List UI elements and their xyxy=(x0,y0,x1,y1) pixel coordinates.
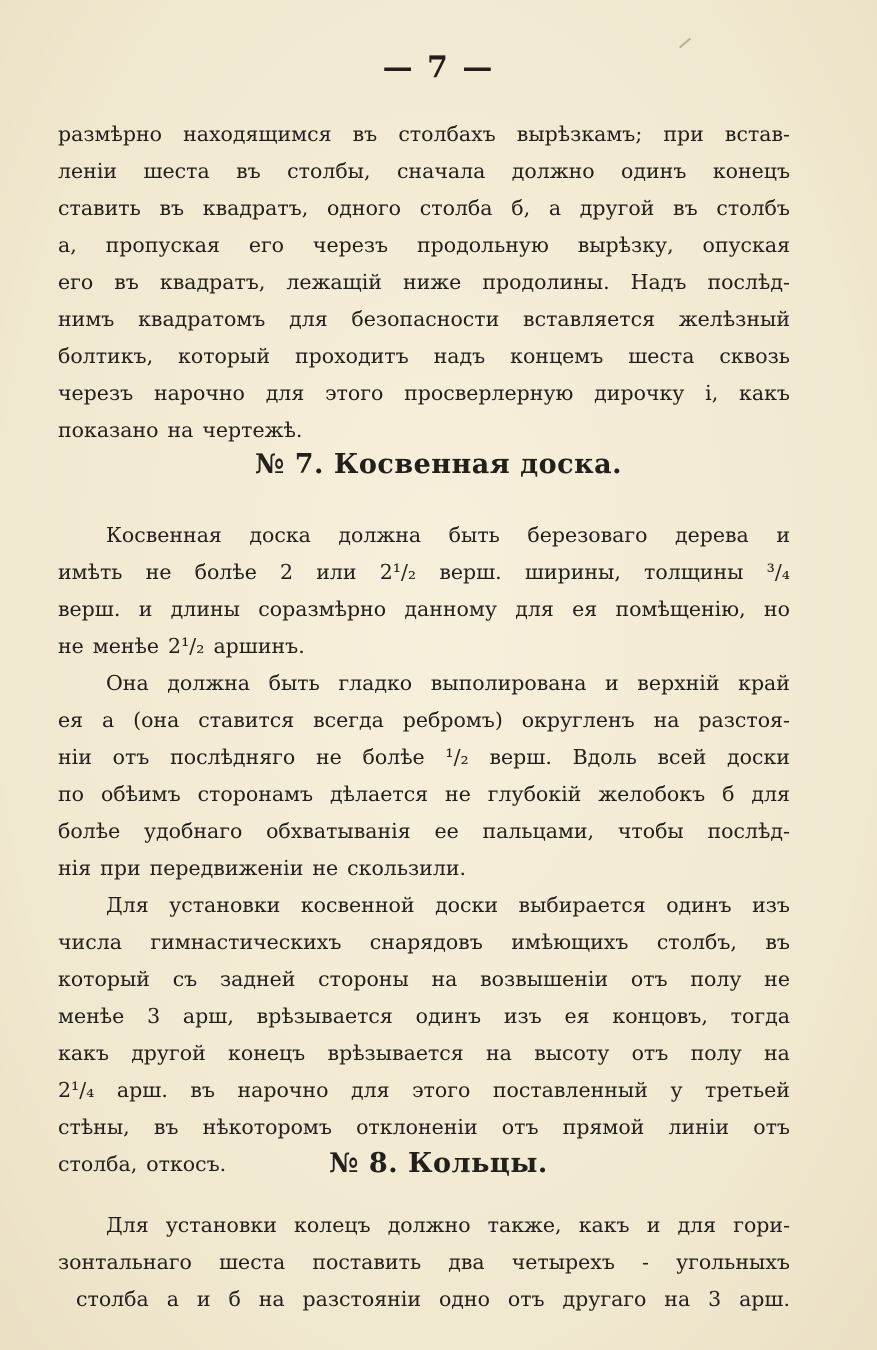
pencil-mark xyxy=(679,38,691,49)
text-line: Косвенная доска должна быть березоваго дерева и xyxy=(106,523,790,547)
section-heading-7: № 7. Косвенная доска. xyxy=(255,449,622,480)
text-line: какъ другой конецъ врѣзывается на высоту отъ полу на xyxy=(58,1041,790,1065)
text-line: Она должна быть гладко выполирована и верхнiй край xyxy=(106,671,790,695)
text-line: столба, откосъ. xyxy=(58,1152,227,1176)
text-line: его въ квадратъ, лежащiй ниже продолины. Надъ послѣд- xyxy=(58,270,790,294)
text-line: зонтальнаго шеста поставить два четырехъ - угольныхъ xyxy=(58,1250,790,1274)
text-line: показано на чертежѣ. xyxy=(58,418,303,442)
text-line: болтикъ, который проходитъ надъ концемъ шеста сквозь xyxy=(58,344,790,368)
text-line: стѣны, въ нѣкоторомъ отклоненiи отъ прямой линiи отъ xyxy=(58,1115,790,1139)
text-line: размѣрно находящимся въ столбахъ вырѣзкамъ; при встав- xyxy=(58,122,790,146)
text-line: ея а (она ставится всегда ребромъ) округленъ на разстоя- xyxy=(58,708,790,732)
text-line: числа гимнастическихъ снарядовъ имѣющихъ столбъ, въ xyxy=(58,930,790,954)
text-line: столба а и б на разстоянiи одно отъ другаго на 3 арш. xyxy=(76,1287,790,1311)
paragraph-top xyxy=(58,116,790,449)
text-line: по обѣимъ сторонамъ дѣлается не глубокiй желобокъ б для xyxy=(58,782,790,806)
text-line: черезъ нарочно для этого просверлерную дирочку і, какъ xyxy=(58,381,790,405)
text-line: а, пропуская его черезъ продольную вырѣзку, опуская xyxy=(58,233,790,257)
text-line: который съ задней стороны на возвышенiи отъ полу не xyxy=(58,967,790,991)
text-line: не менѣе 2¹/₂ аршинъ. xyxy=(58,634,305,658)
section-8-text xyxy=(58,1207,790,1318)
page-number: — 7 — xyxy=(382,50,495,85)
text-line: имѣть не болѣе 2 или 2¹/₂ верш. ширины, толщины ³/₄ xyxy=(58,560,790,584)
text-line: нiи отъ послѣдняго не болѣе ¹/₂ верш. Вдоль всей доски xyxy=(58,745,790,769)
text-line: нiя при передвиженiи не скользили. xyxy=(58,856,467,880)
text-line: нимъ квадратомъ для безопасности вставляется желѣзный xyxy=(58,307,790,331)
text-line: Для установки колецъ должно также, какъ и для гори- xyxy=(106,1213,790,1237)
text-line: верш. и длины соразмѣрно данному для ея помѣщенiю, но xyxy=(58,597,790,621)
section-7-text xyxy=(58,517,790,1183)
text-line: ставить въ квадратъ, одного столба б, а другой въ столбъ xyxy=(58,196,790,220)
text-line: менѣе 3 арш, врѣзывается одинъ изъ ея концовъ, тогда xyxy=(58,1004,790,1028)
text-line: 2¹/₄ арш. въ нарочно для этого поставленный у третьей xyxy=(58,1078,790,1102)
text-line: ленiи шеста въ столбы, сначала должно одинъ конецъ xyxy=(58,159,790,183)
section-heading-8: № 8. Кольцы. xyxy=(329,1148,548,1179)
text-line: Для установки косвенной доски выбирается одинъ изъ xyxy=(106,893,790,917)
text-line: болѣе удобнаго обхватыванiя ее пальцами, чтобы послѣд- xyxy=(58,819,790,843)
